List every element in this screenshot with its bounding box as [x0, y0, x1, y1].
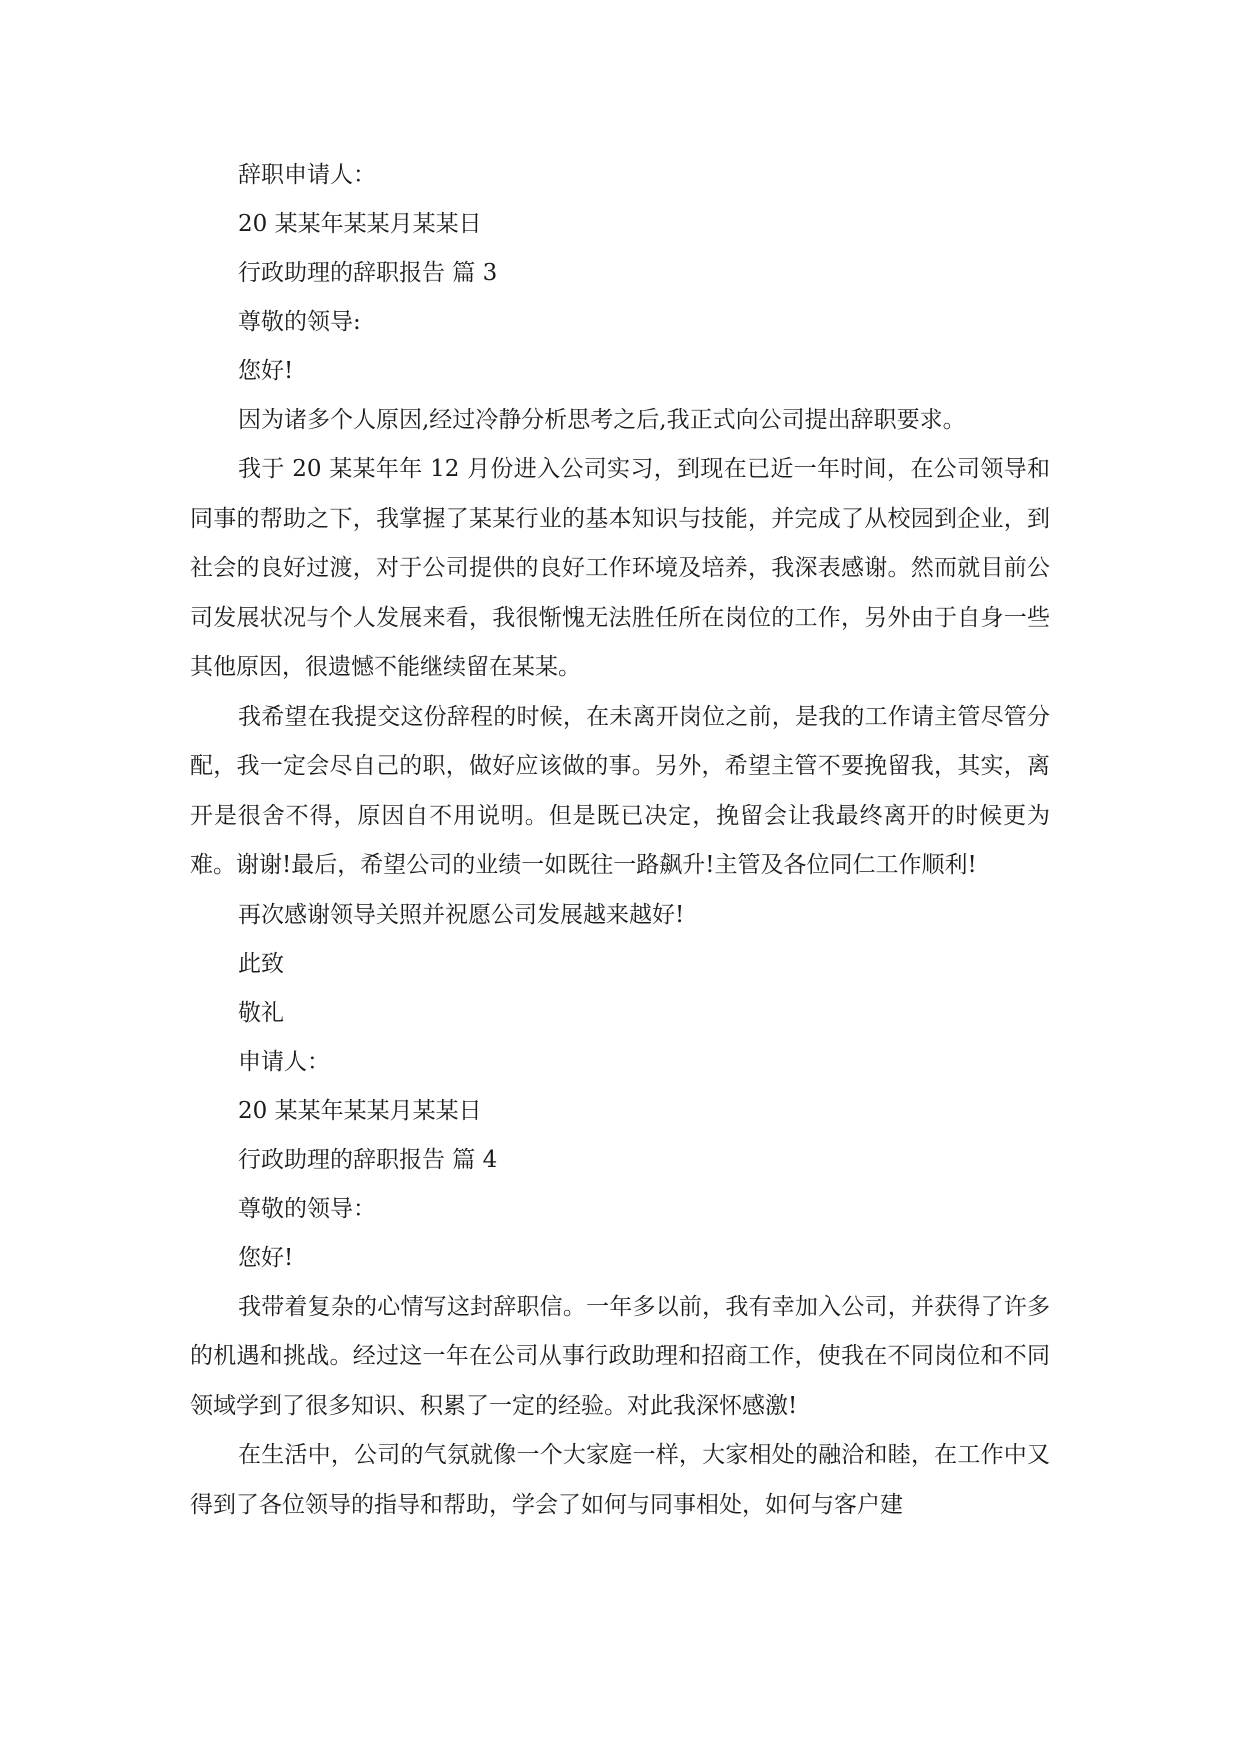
date-line-2: 20 某某年某某月某某日: [238, 1097, 482, 1124]
closing-cizhi: 此致: [238, 950, 284, 977]
body-paragraph-3: 我带着复杂的心情写这封辞职信。一年多以前，我有幸加入公司，并获得了许多的机遇和挑战。经过这一年在公司从事行政助理和招商工作，使我在不同岗位和不同领域学到了很多知识、积累了一定的经验。对此我深怀感激!: [190, 1293, 1050, 1419]
opening-sentence: 因为诸多个人原因,经过冷静分析思考之后,我正式向公司提出辞职要求。: [238, 407, 966, 433]
salutation-2: 尊敬的领导：: [238, 1195, 376, 1222]
greeting: 您好!: [238, 358, 294, 384]
body-paragraph-4: 在生活中，公司的气氛就像一个大家庭一样，大家相处的融洽和睦，在工作中又得到了各位领导的指导和帮助，学会了如何与同事相处，如何与客户建: [190, 1442, 1050, 1518]
document-body: [190, 151, 1050, 1530]
greeting-2: 您好!: [238, 1244, 294, 1271]
body-paragraph-2: 我希望在我提交这份辞程的时候，在未离开岗位之前，是我的工作请主管尽管分配，我一定会尽自己的职，做好应该做的事。另外，希望主管不要挽留我，其实，离开是很舍不得，原因自不用说明。但是既已决定，挽留会让我最终离开的时候更为难。谢谢!最后，希望公司的业绩一如既往一路飙升!主管及各位同仁工作顺利!: [190, 703, 1050, 878]
body-paragraph-1: 我于 20 某某年年 12 月份进入公司实习，到现在已近一年时间，在公司领导和同事的帮助之下，我掌握了某某行业的基本知识与技能，并完成了从校园到企业，到社会的良好过渡，对于公司提供的良好工作环境及培养，我深表感谢。然而就目前公司发展状况与个人发展来看，我很惭愧无法胜任所在岗位的工作，另外由于自身一些其他原因，很遗憾不能继续留在某某。: [190, 456, 1050, 680]
section-heading-3: 行政助理的辞职报告 篇 3: [238, 260, 498, 286]
closing-jingli: 敬礼: [238, 999, 284, 1026]
date-line: 20 某某年某某月某某日: [238, 211, 482, 237]
closing-thanks: 再次感谢领导关照并祝愿公司发展越来越好!: [238, 901, 685, 928]
applicant-signature-label: 辞职申请人：: [238, 162, 376, 188]
applicant-label: 申请人：: [238, 1048, 330, 1075]
section-heading-4: 行政助理的辞职报告 篇 4: [238, 1146, 498, 1173]
salutation: 尊敬的领导:: [238, 309, 361, 335]
